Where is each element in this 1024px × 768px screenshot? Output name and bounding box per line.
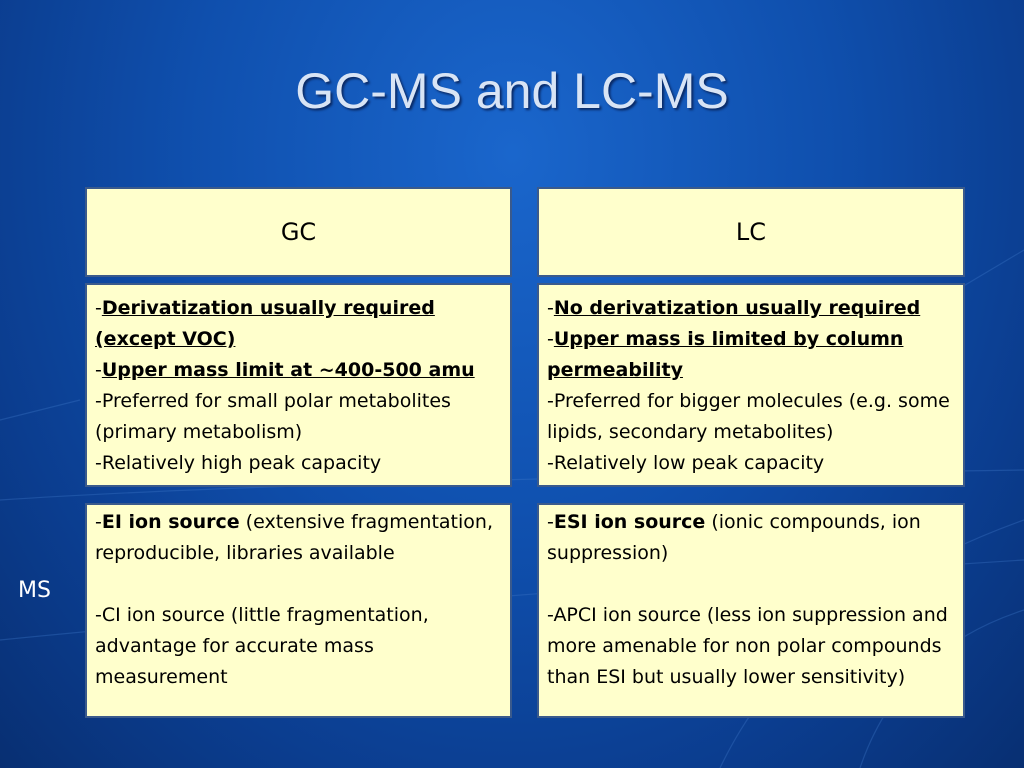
lc-ms-apci-item: -APCI ion source (less ion suppression and more amenable for non polar compounds than ESI but usually lower sensitivity) [547,604,948,688]
lc-header-cell [537,187,965,277]
gc-item-mass-limit: -Upper mass limit at ~400-500 amu [95,359,475,381]
lc-ms-cell [537,503,965,718]
lc-item-preferred: -Preferred for bigger molecules (e.g. some lipids, secondary metabolites) [547,390,950,443]
lc-item-peak-capacity: -Relatively low peak capacity [547,452,825,474]
gc-item-preferred: -Preferred for small polar metabolites (primary metabolism) [95,390,451,443]
ms-row-label: MS [18,578,51,603]
lc-ms-esi-item: -ESI ion source (ionic compounds, ion suppression) [547,511,921,564]
lc-item-mass-limit: -Upper mass is limited by column permeability [547,328,904,381]
lc-item-derivatization: -No derivatization usually required [547,297,921,319]
gc-ms-ei-item: -EI ion source (extensive fragmentation, reproducible, libraries available [95,511,493,564]
gc-item-derivatization: -Derivatization usually required (except VOC) [95,297,435,350]
lc-chromatography-cell [537,283,965,487]
slide-title: GC-MS and LC-MS [295,63,729,119]
lc-header-label: LC [735,218,767,246]
gc-ms-ci-item: -CI ion source (little fragmentation, advantage for accurate mass measurement [95,604,429,688]
gc-ms-cell [85,503,512,718]
gc-header-label: GC [280,218,317,246]
gc-item-peak-capacity: -Relatively high peak capacity [95,452,382,474]
gc-chromatography-cell [85,283,512,487]
gc-header-cell [85,187,512,277]
